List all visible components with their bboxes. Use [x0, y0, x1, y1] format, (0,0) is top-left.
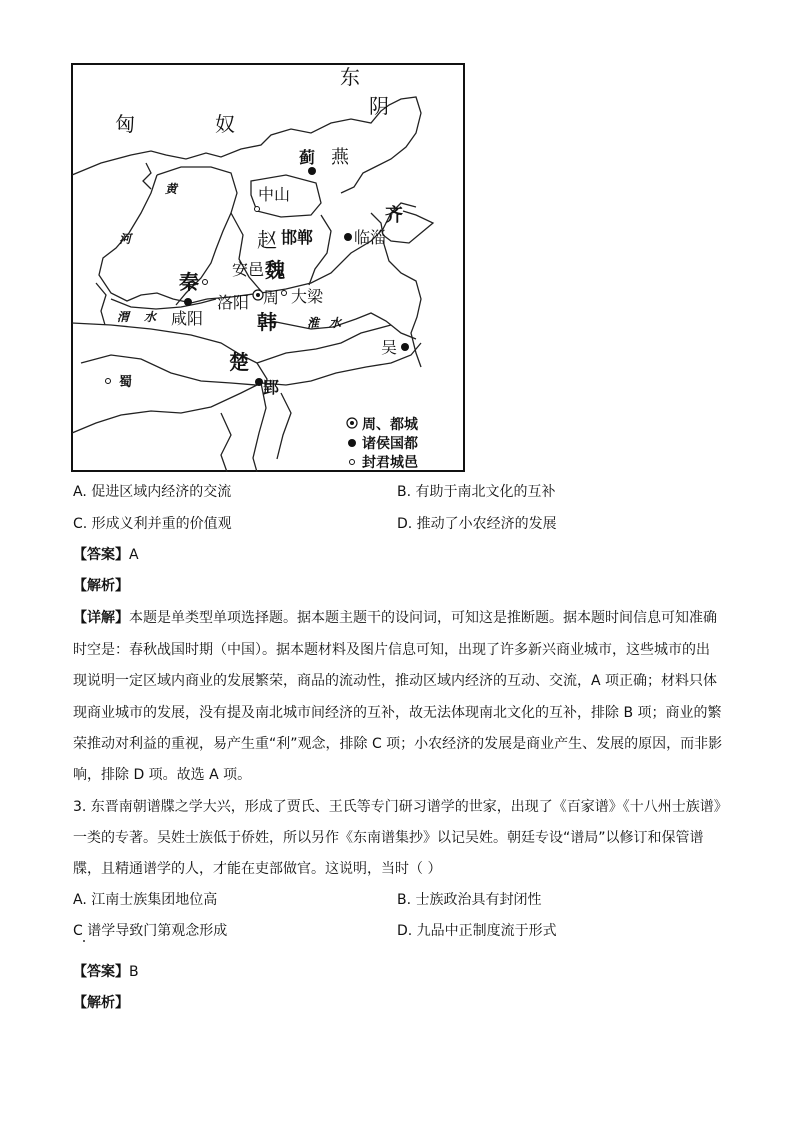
map-label-ying: 郢 — [263, 378, 280, 397]
map-label-dong: 东 — [340, 65, 360, 89]
q2-detail-line-6: 响，排除 D 项。故选 A 项。 — [73, 767, 252, 783]
q2-option-d[interactable]: D. 推动了小农经济的发展 — [397, 516, 557, 532]
q2-detail-text-1: 本题是单类型单项选择题。据本题主题干的设问词，可知这是推断题。据本题时间信息可知准确 — [129, 610, 717, 626]
map-label-xianyang: 咸阳 — [171, 309, 204, 328]
map-label-linzi: 临淄 — [354, 228, 387, 247]
q2-analysis-tag: 【解析】 — [73, 578, 129, 594]
map-label-zhongshan: 中山 — [258, 185, 291, 204]
map-label-shui-1: 水 — [144, 310, 157, 324]
q2-analysis-heading — [73, 576, 129, 596]
map-label-zhao: 赵 — [257, 228, 277, 252]
q3-option-a[interactable]: A. 江南士族集团地位高 — [73, 892, 218, 908]
capital-marker-center — [256, 293, 260, 297]
q2-detail-line-2: 时空是：春秋战国时期（中国）。据本题材料及图片信息可知，出现了许多新兴商业城市，这些城市的出 — [73, 642, 710, 658]
state-capital-marker — [184, 298, 192, 306]
state-capital-marker — [255, 378, 263, 386]
q3-option-b[interactable]: B. 士族政治具有封闭性 — [397, 892, 542, 908]
map-label-luoyang: 洛阳 — [217, 293, 250, 312]
q2-option-c[interactable]: C. 形成义利并重的价值观 — [73, 516, 232, 532]
warring-states-map — [71, 63, 465, 472]
q2-answer-tag: 【答案】 — [73, 547, 129, 563]
q3-answer-value: B — [129, 964, 139, 980]
map-label-yan: 燕 — [331, 147, 349, 168]
map-label-ji: 蓟 — [299, 148, 316, 167]
map-label-huang: 黄 — [165, 182, 178, 196]
legend-state-capital-marker — [348, 439, 356, 447]
map-label-huai: 淮 — [307, 316, 320, 330]
q3-stem-line-2: 一类的专著。吴姓士族低于侨姓，所以另作《东南谱集抄》以记吴姓。朝廷专设“谱局”以修订和保管谱 — [73, 830, 704, 846]
map-label-he: 河 — [119, 232, 132, 246]
q2-option-b[interactable]: B. 有助于南北文化的互补 — [397, 484, 556, 500]
legend-state-capital-label: 诸侯国都 — [362, 436, 418, 452]
q2-detail-line-1 — [73, 608, 717, 628]
state-capital-marker — [344, 233, 352, 241]
state-capital-marker — [401, 343, 409, 351]
map-label-zhou: 周 — [263, 288, 280, 307]
map-label-chu: 楚 — [229, 350, 249, 374]
map-label-qi: 齐 — [385, 205, 403, 226]
q2-detail-line-3: 现说明一定区域内商业的发展繁荣，商品的流动性，推动区域内经济的互动、交流，A 项正确；材料只体 — [73, 673, 718, 689]
q2-detail-line-4: 现商业城市的发展，没有提及南北城市间经济的互补，故无法体现南北文化的互补，排除 B 项；商业的繁 — [73, 705, 722, 721]
q3-stem-line-3: 牒，且精通谱学的人，才能在吏部做官。这说明，当时（ ） — [73, 861, 442, 877]
map-label-anyi: 安邑 — [232, 260, 265, 279]
q2-answer-value: A — [129, 547, 139, 563]
map-label-wu: 吴 — [381, 338, 398, 357]
legend-fief-city-marker — [350, 460, 355, 465]
map-label-xiong: 匈 — [115, 112, 135, 136]
q3-stem-line-1: 3. 东晋南朝谱牒之学大兴，形成了贾氏、王氏等专门研习谱学的世家，出现了《百家谱》《十八州士族谱》 — [73, 799, 728, 815]
map-label-wei-river: 渭 — [117, 310, 130, 324]
map-label-han: 韩 — [257, 310, 277, 334]
map-label-qin: 秦 — [179, 270, 199, 294]
state-capital-marker — [308, 167, 316, 175]
q3-option-c[interactable]: C 谱学导致门第观念形成 — [73, 923, 228, 939]
q3-analysis-tag: 【解析】 — [73, 995, 129, 1011]
legend-capital-label: 周、都城 — [362, 417, 418, 433]
q2-answer — [73, 545, 139, 565]
fief-city-marker — [203, 280, 208, 285]
map-label-nu: 奴 — [215, 112, 235, 136]
q3-option-d[interactable]: D. 九品中正制度流于形式 — [397, 923, 557, 939]
q2-detail-line-5: 荣推动对利益的重视，易产生重“利”观念，排除 C 项；小农经济的发展是商业产生、发展的原因，而非影 — [73, 736, 723, 752]
fief-city-marker — [255, 207, 260, 212]
map-label-handan: 邯郸 — [281, 228, 314, 247]
fief-city-marker — [282, 291, 287, 296]
fief-city-marker — [106, 379, 111, 384]
q2-detail-tag: 【详解】 — [73, 610, 129, 626]
q3-analysis-heading — [73, 993, 129, 1013]
q3-answer — [73, 962, 139, 982]
map-label-yin: 阴 — [369, 94, 389, 118]
map-label-shui-2: 水 — [329, 316, 342, 330]
stray-dot — [83, 940, 85, 942]
map-label-daliang: 大梁 — [291, 287, 324, 306]
q2-option-a[interactable]: A. 促进区域内经济的交流 — [73, 484, 232, 500]
legend-fief-city-label: 封君城邑 — [362, 455, 418, 471]
map-label-shu: 蜀 — [119, 375, 133, 390]
q3-answer-tag: 【答案】 — [73, 964, 129, 980]
map-label-wei: 魏 — [265, 258, 285, 282]
